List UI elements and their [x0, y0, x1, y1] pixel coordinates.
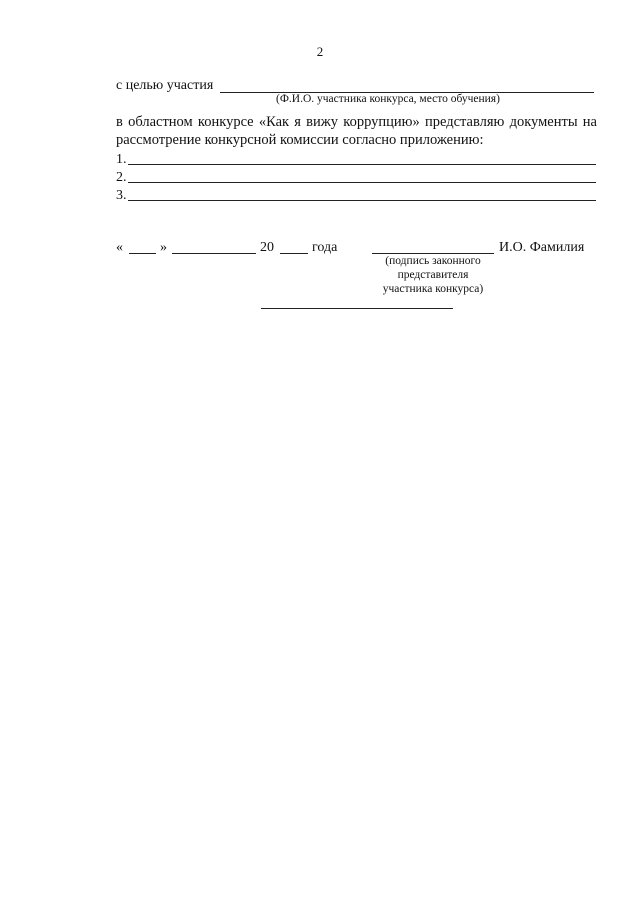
date-open-quote: «: [116, 240, 123, 255]
signature-caption: (подпись законного представителя участника конкурса): [382, 255, 484, 295]
list-item-number-2: 2.: [116, 170, 127, 185]
list-item-line-1: [128, 164, 596, 165]
date-year-suffix: года: [312, 240, 338, 255]
list-item-number-3: 3.: [116, 188, 127, 203]
purpose-caption: (Ф.И.О. участника конкурса, место обучения): [276, 93, 500, 105]
list-item-line-2: [128, 182, 596, 183]
date-year-line: [280, 253, 308, 254]
closing-separator: [261, 308, 453, 309]
date-month-line: [172, 253, 256, 254]
page-number: 2: [316, 44, 324, 59]
date-year-prefix: 20: [260, 240, 274, 255]
date-day-line: [129, 253, 156, 254]
list-item-line-3: [128, 200, 596, 201]
body-text-line-2: рассмотрение конкурсной комиссии согласно приложению:: [116, 132, 484, 148]
body-text-line-1: в областном конкурсе «Как я вижу коррупцию» представляю документы на: [116, 114, 597, 130]
purpose-label: с целью участия: [116, 78, 214, 93]
list-item-number-1: 1.: [116, 152, 127, 167]
date-close-quote: »: [160, 240, 167, 255]
signer-name: И.О. Фамилия: [499, 240, 585, 255]
